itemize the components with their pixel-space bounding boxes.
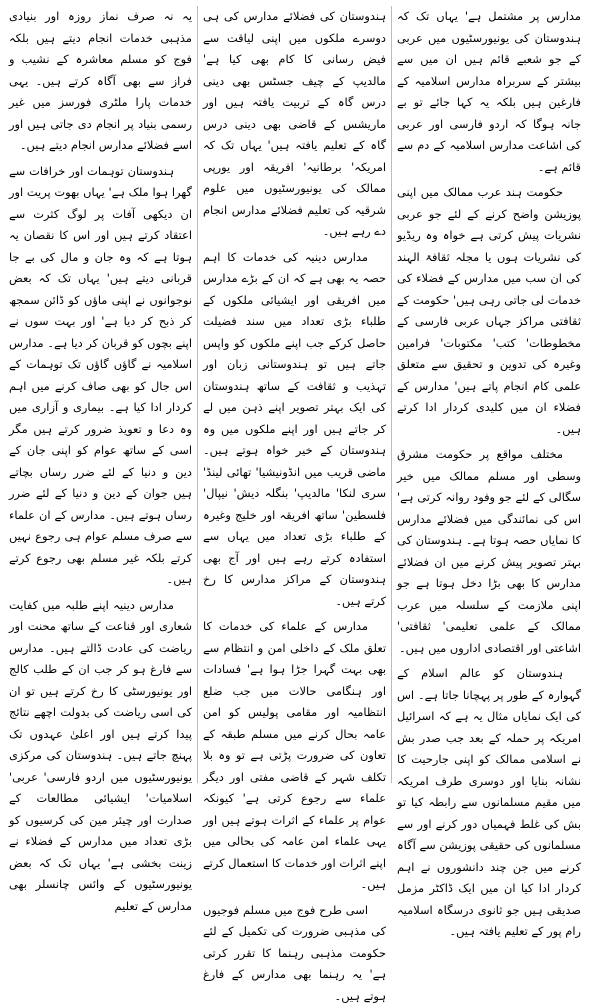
paragraph: ہندوستان توہمات اور خرافات سے گھرا ہوا ملک ہے' یہاں بھوت پریت اور ان دیکھی آفات پر لوگ کثرت سے اعتقاد کرتے ہیں اور اس کا نقصان یہ ہوتا ہے کہ وہ جان و مال کی بے جا قربانی دیتے ہیں' یہاں تک کہ بعض نوجوانوں نے اپنی ماؤں کو ڈائن سمجھ کر ذبح کر دیا ہے' اور بہت سوں نے اپنے بچوں کو قربان کر دیا ہے۔ مدارس اسلامیہ نے گاؤں گاؤں تک توہمات کے اس جال کو بھی صاف کرنے میں اہم کردار ادا کیا ہے۔ بیماری و آزاری میں وہ دعا و تعویذ ضرور کرتے ہیں مگر اسی کے ساتھ عوام کو اپنی جان کے دین و دنیا کے لئے ضرر رساں بچاتے ہیں جوان کے دین و دنیا کے لئے ضرر رساں ہوتے ہیں۔ مدارس کے ان علماء سے صرف مسلم عوام ہی رجوع نہیں کرتے بلکہ غیر مسلم بھی رجوع کرتے ہیں۔ xyxy=(9,161,192,591)
paragraph: ہندوستان کو عالم اسلام کے گہوارہ کے طور پر پہچانا جاتا ہے۔ اس کی ایک نمایاں مثال یہ ہے کہ اسرائیل امریکہ پر حملہ کے بعد جب صدر بش نے اسلامی ممالک کو اپنی جارحیت کا نشانہ بنایا اور دوسری طرف امریکہ میں مقیم مسلمانوں سے رابطہ کیا تو بش کی غلط فہمیاں دور کرنے اور سے مسلمانوں کی حقیقی پوزیشن سے آگاہ کرنے میں جن چند دانشوروں نے اہم کردار ادا کیا ان میں ایک ڈاکٹر مزمل صدیقی ہیں جو ثانوی درسگاہ اسلامیہ رام پور کے تعلیم یافتہ ہیں۔ xyxy=(397,663,581,943)
paragraph: مدارس پر مشتمل ہے' یہاں تک کہ ہندوستان کی یونیورسٹیوں میں عربی کے جو شعبے قائم ہیں ان میں سے بیشتر کے سربراہ مدارس اسلامیہ کے فارغین ہیں بلکہ یہ کہا جائے تو بے جانہ ہوگا کہ اردو فارسی اور عربی کی اشاعت مدارس اسلامیہ کے دم سے قائم ہے۔ xyxy=(397,6,581,178)
column-middle xyxy=(198,6,392,783)
paragraph: اسی طرح فوج میں مسلم فوجیوں کی مذہبی ضرورت کی تکمیل کے لئے حکومت مذہبی رہنما کا تقرر کرتی ہے' یہ رہنما بھی مدارس کے فارغ ہوتے ہیں۔ xyxy=(203,900,386,1007)
paragraph: حکومت ہند عرب ممالک میں اپنی پوزیشن واضح کرنے کے لئے جو عربی نشریات پیش کرتی ہے خواہ وہ ریڈیو کی نشریات ہوں یا مجلہ ثقافۃ الہند کی ان سب میں مدارس کے فضلاء کی خدمات لی جاتی رہی ہیں' حکومت کے ثقافتی مراکز جہاں عربی فارسی کے مخطوطات' کتب' مکتوبات' فرامین وغیرہ کی تدوین و تحقیق سے متعلق علمی کام انجام پاتے ہیں' مدارس کے فضلاء ان میں کلیدی کردار ادا کرتے ہیں۔ xyxy=(397,182,581,440)
paragraph: ہندوستان کی فضلائے مدارس کی ہی دوسرے ملکوں میں اپنی لیاقت سے فیض رسانی کا کام بھی کیا ہے' مالدیپ کے چیف جسٹس بھی دینی درس گاہ کے تربیت یافتہ ہیں اور ماریشس کے قاضی بھی دینی درس گاہ کے تعلیم یافتہ ہیں' یہاں تک کہ امریکہ' برطانیہ' افریقہ اور یورپی ممالک کی یونیورسٹیوں میں علوم شرقیہ کی تعلیم فضلائے مدارس انجام دے رہے ہیں۔ xyxy=(203,6,386,243)
paragraph: مدارس دینیہ اپنے طلبہ میں کفایت شعاری اور قناعت کے ساتھ محنت اور ریاضت کی عادت ڈالتے ہیں۔ مدارس سے فارغ ہو کر جب ان کے طلب کالج اور یونیورسٹی کا رخ کرتے ہیں تو ان کی اسی ریاضت کی بدولت اچھے نتائج پیدا کرتے ہیں اور اعلیٰ عہدوں تک پہنچ جاتے ہیں۔ ہندوستان کی مرکزی یونیورسٹیوں میں اردو فارسی' عربی' اسلامیات' ایشیائی مطالعات کے صدارت اور چیئر مین کی کرسیوں کو بڑی تعداد میں مدارس کے فضلاء نے زینت بخشی ہے' یہاں تک کہ بعض یونیورسٹیوں کے وائس چانسلر بھی مدارس کے تعلیم xyxy=(9,595,192,918)
paragraph: مختلف مواقع پر حکومت مشرق وسطی اور مسلم ممالک میں خیر سگالی کے لئے جو وفود روانہ کرتی ہے' اس کی نمائندگی میں فضلائے مدارس کا نمایاں حصہ ہوتا ہے۔ ہندوستان کی بہتر تصویر پیش کرنے میں ان فضلائے مدارس کا بھی بڑا دخل ہوتا ہے جو اپنی ملازمت کے سلسلہ میں عرب ممالک کے علمی تعلیمی' ثقافتی' اشاعتی اور اقتصادی اداروں میں ہیں۔ xyxy=(397,444,581,659)
paragraph: مدارس کے علماء کی خدمات کا تعلق ملک کے داخلی امن و انتظام سے بھی بہت گہرا جڑا ہوا ہے' فسادات اور ہنگامی حالات میں جب ضلع انتظامیہ اور مقامی پولیس کو امن عامہ بحال کرنے میں مسلم طبقہ کے تعاون کی ضرورت پڑتی ہے تو وہ بلا تکلف شہر کے قاضی مفتی اور دیگر علماء سے رجوع کرتی ہے' کیونکہ عوام پر علماء کے اثرات ہوتے ہیں اور یہی علماء امن عامہ کی بحالی میں اپنے اثرات اور خدمات کا استعمال کرتے ہیں۔ xyxy=(203,616,386,896)
column-left xyxy=(4,6,198,783)
paragraph: مدارس دینیہ کی خدمات کا اہم حصہ یہ بھی ہے کہ ان کے بڑے مدارس میں افریقی اور ایشیائی ملکوں کے طلباء بڑی تعداد میں سند فضیلت حاصل کرکے جب اپنے ملکوں کو واپس جاتے ہیں تو ہندوستانی زبان اور تہذیب و ثقافت کے ساتھ ہندوستان کی ایک بہتر تصویر اپنے ذہن میں لے کر جاتے ہیں اور اپنے ملکوں میں وہ ہندوستان کے خیر خواہ ہوتے ہیں۔ ماضی قریب میں انڈونیشیا' تھائی لینڈ' سری لنکا' مالدیپ' بنگلہ دیش' نیپال' فلسطین' ساتھ افریقہ اور خلیج وغیرہ کے طلباء بڑی تعداد میں یہاں سے استفادہ کرتے رہے ہیں اور آج بھی ہندوستان کے مراکز مدارس کا رخ کرتے ہیں۔ xyxy=(203,247,386,613)
column-right xyxy=(392,6,586,783)
paragraph: یہ نہ صرف نماز روزہ اور بنیادی مذہبی خدمات انجام دیتے ہیں بلکہ فوج کو مسلم معاشرہ کے نشیب و فراز سے بھی آگاہ کرتے ہیں۔ یہی خدمات پارا ملٹری فورسز میں غیر رسمی بنیاد پر انجام دی جاتی ہیں اور اسے فضلائے مدارس انجام دیتے ہیں۔ xyxy=(9,6,192,157)
